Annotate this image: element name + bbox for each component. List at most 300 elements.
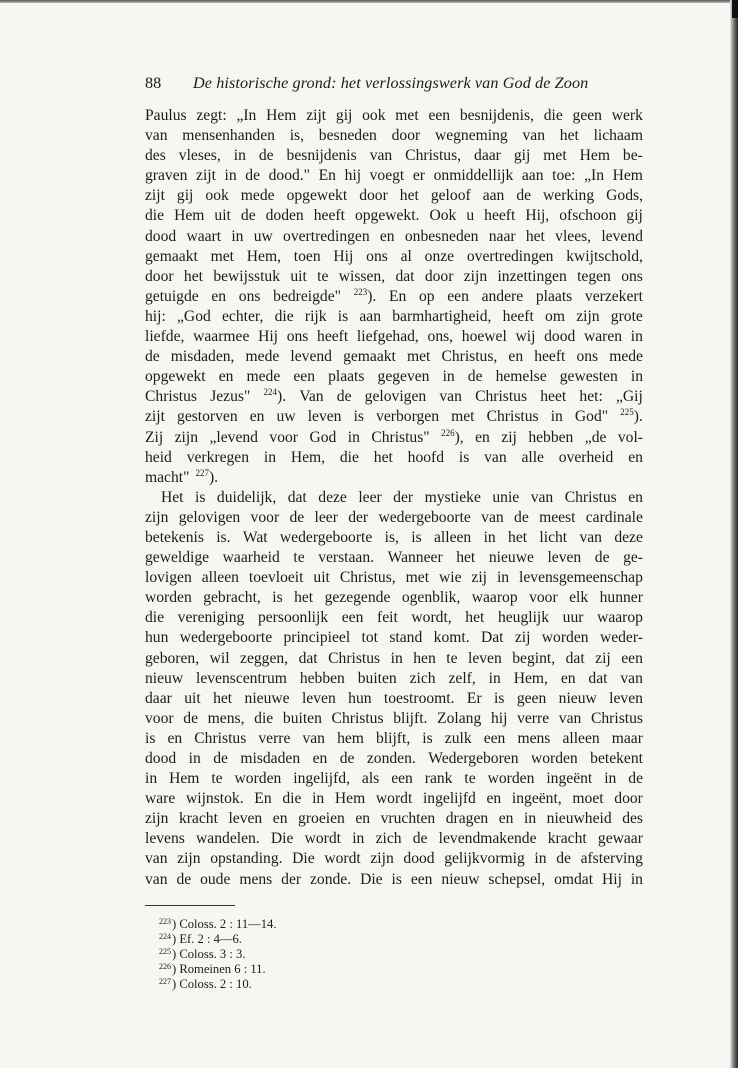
word: besnijdenis (286, 147, 357, 165)
text-line (145, 588, 643, 608)
word: $^{223}$). (353, 286, 377, 305)
word: met (210, 247, 234, 265)
word: zij (514, 629, 531, 647)
word: met (543, 147, 567, 165)
word: duidelijk, (216, 488, 277, 506)
word: in (630, 368, 643, 386)
word: de (240, 207, 256, 225)
word: een (621, 649, 643, 667)
word: Hem, (246, 247, 281, 265)
footnote (145, 962, 643, 977)
word: wij (515, 328, 536, 346)
word: van (439, 388, 462, 406)
word: in (523, 810, 537, 828)
word: „Gij (616, 388, 643, 406)
word: gij (176, 187, 194, 205)
word: voor (250, 508, 280, 526)
text-line (145, 548, 643, 568)
word: dood." (268, 167, 311, 185)
word: wijnstok. (185, 790, 244, 808)
word: leer (314, 508, 338, 526)
word: verzekert (584, 287, 643, 305)
word: heeft (534, 348, 566, 366)
word: misdaden, (170, 348, 235, 366)
word: in (224, 167, 237, 185)
word: God (309, 428, 337, 446)
word: en (218, 368, 234, 386)
word: het (525, 227, 545, 245)
word: zich (375, 830, 402, 848)
word: verre (517, 709, 550, 727)
word: te (464, 770, 476, 788)
word: in (145, 770, 158, 788)
word: het (294, 589, 314, 607)
word: Christus (328, 649, 381, 667)
word: uit (214, 207, 231, 225)
word: de (467, 368, 483, 386)
word: hij: (145, 307, 166, 325)
word: Hem (169, 770, 200, 788)
word: Christus, (441, 348, 498, 366)
word: hun (145, 629, 169, 647)
word: de (514, 508, 529, 526)
word: heeft (313, 207, 345, 225)
word: ware (145, 790, 176, 808)
word: te (293, 549, 305, 567)
footnote-text: ) Coloss. 2 : 11—14. (172, 916, 277, 931)
word: Christus" (371, 428, 430, 446)
word: Christus (475, 388, 528, 406)
word: misdaden (240, 750, 301, 767)
word: liefgehad, (356, 328, 419, 346)
word: ons (286, 328, 309, 346)
word: $^{225}$). (620, 407, 643, 426)
word: door (145, 267, 174, 285)
footnote-number: 226 (159, 961, 171, 971)
word: mens, (207, 709, 245, 727)
word: gelovigen (178, 508, 241, 526)
word: wedergeboorte (179, 629, 273, 647)
word: levend (290, 348, 332, 366)
word: om (545, 307, 565, 325)
word: En (388, 287, 407, 305)
word: leven (467, 649, 502, 667)
word: de (628, 770, 643, 788)
word: is (353, 408, 364, 426)
scan-right-edge (730, 0, 738, 1068)
word: van (530, 488, 554, 506)
word: te (317, 267, 329, 285)
word: zelf, (448, 669, 476, 687)
word: mens (517, 729, 551, 747)
word: mede (609, 348, 643, 366)
running-head (145, 72, 643, 94)
word: in (483, 528, 496, 546)
word: wordt (375, 790, 413, 808)
word: principieel (283, 629, 351, 647)
text-line (145, 367, 643, 387)
word: heid (145, 448, 172, 466)
word: leer (358, 488, 382, 506)
word: van (145, 850, 168, 868)
word: en (312, 750, 328, 767)
word: verborgen (376, 408, 440, 426)
footnote-divider (145, 905, 235, 906)
word: geboren, (145, 649, 200, 667)
running-title: De historische grond: het verlossingswerk van God de Zoon (193, 74, 589, 92)
word: voor (145, 709, 174, 727)
word: die (145, 207, 165, 225)
word: zonden. (366, 750, 416, 767)
body-text (145, 106, 643, 890)
word: nieuwe (488, 549, 534, 567)
word: wil (209, 649, 230, 667)
word: wedergeboorte (378, 508, 471, 526)
word: van (522, 127, 545, 145)
word: ge- (623, 549, 643, 567)
word: wordt (324, 850, 361, 868)
word: met (395, 107, 419, 124)
word: geloof (430, 187, 471, 205)
word: gelovigen (364, 388, 427, 406)
word: liefde, (145, 328, 185, 346)
word: aan (359, 307, 382, 325)
word: Christus (564, 488, 617, 506)
word: en (249, 408, 265, 426)
text-line (145, 689, 643, 709)
word: en (628, 448, 643, 466)
word: in (263, 448, 276, 466)
word: nieuwe (244, 689, 290, 707)
word: in (352, 830, 365, 848)
word: de (412, 830, 428, 848)
word: komt. (433, 629, 470, 647)
word: bewijsstuk (213, 267, 281, 285)
word: hebben (528, 428, 574, 446)
word: ingelijfd (422, 790, 476, 808)
word: barmhartigheid, (392, 307, 492, 325)
word: Wat (242, 528, 268, 546)
word: ook (205, 187, 229, 205)
word: mede (245, 348, 280, 366)
word: ogenblik, (401, 589, 461, 607)
word: opgewekt (145, 368, 206, 386)
text-line (145, 307, 643, 327)
word: Van (299, 388, 324, 406)
word: het (508, 528, 528, 546)
word: hunner (599, 589, 643, 607)
word: Het (161, 488, 184, 506)
word: buiten (357, 669, 397, 687)
footnote (145, 947, 643, 962)
word: de (258, 147, 274, 165)
word: inzettingen (497, 267, 567, 285)
word: en (486, 790, 502, 808)
word: vleses, (178, 147, 221, 165)
word: zonde. (310, 870, 352, 888)
word: Christus, (405, 147, 462, 165)
footnotes (145, 917, 643, 992)
word: leven (609, 689, 643, 707)
footnote-text: ) Coloss. 2 : 10. (172, 976, 252, 991)
word: zijt (196, 167, 216, 185)
word: dood (403, 850, 435, 868)
word: en (508, 348, 524, 366)
word: plaats (328, 368, 365, 386)
text-line (145, 528, 643, 548)
word: worden (145, 589, 192, 607)
word: gij (626, 207, 643, 225)
word: van (620, 669, 643, 687)
text-line (145, 247, 643, 267)
word: worden (487, 770, 535, 788)
word: begint, (512, 649, 556, 667)
word: is. (216, 528, 231, 546)
word: Hij (333, 247, 354, 265)
word: voegt (369, 167, 405, 185)
word: er (412, 167, 425, 185)
word: en (475, 428, 490, 446)
word: Dat (480, 629, 504, 647)
word: het (465, 609, 485, 627)
word: Die (270, 830, 294, 848)
word: worden (541, 629, 589, 647)
word: gemaakt (145, 247, 198, 265)
word: blijft. (393, 709, 428, 727)
text-line (145, 448, 643, 468)
word: overheid (558, 448, 614, 466)
word: het: (579, 388, 603, 406)
word: hij (344, 167, 362, 185)
word: andere (481, 287, 524, 305)
word: gij (513, 147, 531, 165)
text-line (145, 287, 643, 307)
word: afsterving (580, 850, 643, 868)
word: rank (424, 770, 453, 788)
word: onmiddellijk (433, 167, 514, 185)
word: ons (576, 348, 599, 366)
word: gij (335, 107, 353, 124)
word: waren (583, 328, 623, 346)
word: en (272, 810, 288, 828)
word: omdat (554, 870, 594, 888)
footnote-reference: 226 (441, 427, 455, 438)
word: mensenhanden (182, 127, 275, 145)
word: van (302, 729, 325, 747)
footnote-reference: 225 (620, 407, 634, 418)
word: hem (337, 729, 364, 747)
footnote (145, 917, 643, 932)
word: de (213, 750, 228, 767)
text-line (145, 608, 643, 628)
word: nieuw (441, 870, 480, 888)
word: dat (565, 649, 585, 667)
word: waart (186, 227, 222, 245)
word: die (254, 709, 274, 727)
word: en (560, 669, 576, 687)
word: door (614, 790, 643, 808)
word: de (594, 549, 610, 567)
word: en (211, 287, 227, 305)
page-number: 88 (145, 74, 162, 92)
word: daar (145, 689, 172, 707)
text-line (145, 870, 643, 890)
text-line (145, 206, 643, 226)
text-line (145, 749, 643, 769)
text-line (145, 669, 643, 689)
word: doden (265, 207, 304, 225)
word: is (458, 448, 470, 466)
word: is (195, 488, 206, 506)
text-line (145, 829, 643, 849)
word: Hem (612, 167, 643, 185)
word: van (484, 448, 507, 466)
word: blijft, (376, 729, 411, 747)
word: „In (584, 167, 605, 185)
word: heeft (502, 307, 534, 325)
word: mede (240, 187, 275, 205)
word: worden (530, 750, 578, 767)
word: het (559, 127, 579, 145)
text-line (145, 106, 643, 126)
word: is, (384, 528, 399, 546)
word: mede (246, 368, 281, 386)
word: van (145, 870, 168, 888)
word: het (373, 448, 393, 466)
word: uw (253, 227, 273, 245)
word: alleen (562, 729, 600, 747)
word: leven (228, 810, 263, 828)
word: dat (298, 649, 318, 667)
word: van (558, 709, 582, 727)
word: is (411, 528, 422, 546)
word: mens (239, 870, 273, 888)
word: en (498, 810, 514, 828)
word: gezegende (324, 589, 391, 607)
word: is (272, 589, 283, 607)
word: Jezus" (210, 388, 251, 406)
word: hemelse (495, 368, 547, 386)
word: onze (424, 247, 455, 265)
word: zij (471, 569, 488, 587)
word: waarop (471, 589, 518, 607)
word: Hij (601, 870, 622, 888)
word: gelijkvormig (444, 850, 525, 868)
word: een (428, 107, 451, 124)
word: ingelijfd, (293, 770, 350, 788)
word: hoewel (461, 328, 507, 346)
word: Gods, (606, 187, 643, 205)
word: en (355, 810, 371, 828)
word: Die (292, 850, 315, 868)
footnote (145, 977, 643, 992)
word: is (337, 307, 349, 325)
word: levensgemeenschap (519, 569, 643, 587)
word: wandelen. (196, 830, 260, 848)
word: worden (234, 770, 282, 788)
word: Christus (145, 388, 197, 406)
word: de (176, 870, 192, 888)
word: vol- (617, 428, 643, 446)
word: zich (409, 669, 436, 687)
word: het (456, 549, 476, 567)
word: die (282, 790, 302, 808)
word: zijn (463, 267, 488, 285)
book-page (145, 72, 643, 992)
text-line (145, 649, 643, 669)
word: een (341, 609, 364, 627)
word: zegt: (196, 107, 227, 124)
word: heet (540, 388, 567, 406)
text-line (145, 227, 643, 247)
word: gewaar (597, 830, 643, 848)
word: op (418, 287, 435, 305)
word: met (406, 348, 431, 366)
word: stand (389, 629, 423, 647)
word: en (167, 729, 183, 747)
word: $^{226}$), (441, 427, 464, 446)
word: uur (562, 609, 584, 627)
word: levend (601, 227, 643, 245)
word: hen (413, 649, 436, 667)
word: een (483, 729, 506, 747)
word: daar (474, 147, 501, 165)
word: cardinale (585, 508, 643, 526)
word: dat (588, 669, 608, 687)
word: leven (547, 549, 582, 567)
word: be- (622, 147, 643, 165)
word: deze (614, 528, 643, 546)
word: wegneming (434, 127, 508, 145)
word: Zolang (437, 709, 482, 727)
text-line (145, 407, 643, 427)
word: in (488, 669, 501, 687)
word: in (604, 770, 617, 788)
word: alleen (434, 528, 472, 546)
word: waarheid (222, 549, 280, 567)
word: heuglijk (497, 609, 550, 627)
word: geen (516, 689, 547, 707)
footnote-reference: 224 (263, 387, 278, 398)
text-line (145, 508, 643, 528)
footnote-reference: 227 (195, 467, 209, 478)
word: met (451, 408, 475, 426)
word: gestorven (177, 408, 238, 426)
word: uit (184, 689, 201, 707)
word: levendmakende (438, 830, 537, 848)
word: ons (366, 247, 388, 265)
word: zulk (444, 729, 472, 747)
word: door (359, 187, 388, 205)
word: Hem (174, 207, 205, 225)
word: gegeven (377, 368, 430, 386)
word: verre (258, 729, 291, 747)
word: dat (287, 488, 307, 506)
word: die (543, 107, 563, 124)
word: waarmee (193, 328, 250, 346)
word: wordt (304, 830, 342, 848)
word: u (466, 207, 475, 225)
word: betekent (590, 750, 643, 767)
text-line (145, 347, 643, 367)
word: ingeënt (546, 770, 593, 788)
word: is (422, 729, 433, 747)
word: de (183, 709, 198, 727)
word: rijk (304, 307, 327, 325)
word: licht (539, 528, 568, 546)
word: dat (395, 267, 415, 285)
footnote-number: 225 (159, 946, 171, 956)
